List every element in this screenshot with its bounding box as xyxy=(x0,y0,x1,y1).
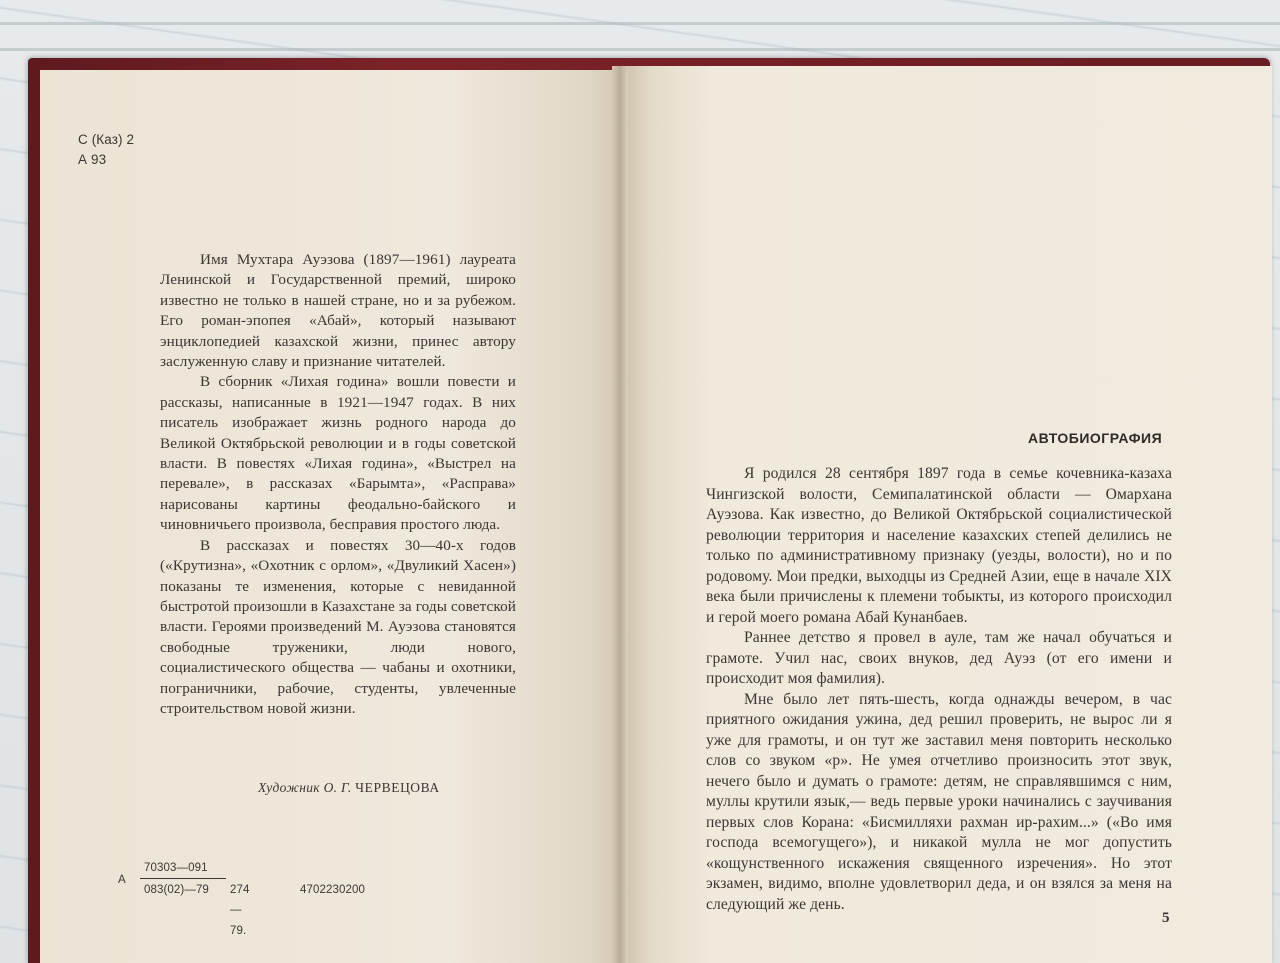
annotation-paragraph: В сборник «Лихая година» вошли повести и рассказы, написанные в 1921—1947 годах. В них писатель изображает жизнь родного народа до Великой Октябрьской революции и в годы советской власти. В повестях «Лихая година», «Выстрел на перевале», в рассказах «Барымта», «Расправа» нарисованы картины феодально-байского и чиновничьего произвола, бесправия простого люда. xyxy=(160,373,516,534)
imprint-fraction xyxy=(140,860,226,898)
imprint-code: 274—79. xyxy=(230,884,250,937)
autobiography-text xyxy=(706,464,1172,915)
artist-name: ЧЕРВЕЦОВА xyxy=(355,780,440,795)
body-paragraph: Раннее детство я провел в ауле, там же начал обучаться и грамоте. Учил нас, своих внуков, дед Ауэз (от его имени и происходит моя фамилия). xyxy=(706,629,1172,687)
table-plank-seam xyxy=(0,22,1280,25)
body-paragraph: Мне было лет пять-шесть, когда однажды вечером, в час приятного ожидания ужина, дед решил проверить, не вырос ли я уже для грамоты, и он тут же заставил меня повторить несколько слов со звуком «р». Не умея отчетливо произносить этот звук, нечего было и думать о грамоте: детям, не справлявшимся с ним, муллы крутили язык,— ведь первые уроки начинались с заучивания первых слов Корана: «Бисмилляхи рахман ир-рахим...» («Во имя господа всемогущего»), и никакой мулла не мог допустить «кощунственного искажения священного изречения». Но этот экзамен, видимо, вполне удовлетворил деда, и он взялся за меня на следующий же день. xyxy=(706,690,1172,913)
table-plank-seam xyxy=(0,48,1280,51)
catalog-code: С (Каз) 2 xyxy=(78,132,135,147)
artist-prefix: Художник О. Г. xyxy=(258,780,352,795)
author-index: А 93 xyxy=(78,152,107,167)
annotation-paragraph: Имя Мухтара Ауэзова (1897—1961) лауреата Ленинской и Государственной премий, широко известно не только в нашей стране, но и за рубежом. Его роман-эпопея «Абай», который называют энциклопедией казахской жизни, принес автору заслуженную славу и признание читателей. xyxy=(160,251,516,371)
chapter-heading: АВТОБИОГРАФИЯ xyxy=(1028,430,1163,446)
artist-credit xyxy=(258,778,440,798)
book-gutter xyxy=(612,66,628,963)
imprint-denominator: 083(02)—79 xyxy=(144,884,209,896)
annotation-paragraph: В рассказах и повестях 30—40-х годов («Крутизна», «Охотник с орлом», «Двуликий Хасен») показаны те изменения, которые с невиданной быстротой произошли в Казахстане за годы советской власти. Героями произведений М. Ауэзова становятся свободные труженики, люди нового, социалистического общества — чабаны и охотники, пограничники, рабочие, студенты, увлеченные строительством новой жизни. xyxy=(160,536,516,717)
body-paragraph: Я родился 28 сентября 1897 года в семье кочевника-казаха Чингизской волости, Семипалатинской области — Омархана Ауэзова. Как известно, до Великой Октябрьской социалистической революции территория и население казахских степей делились не только по административному признаку (уезды, волости), но и по родовому. Мои предки, выходцы из Средней Азии, еще в начале XIX века были причислены к племени тобыкты, из которого происходил и герой моего романа Абай Кунанбаев. xyxy=(706,465,1172,626)
page-number: 5 xyxy=(1162,910,1170,926)
fraction-bar xyxy=(140,878,226,879)
imprint-numerator: 70303—091 xyxy=(144,862,208,874)
annotation xyxy=(160,250,516,719)
imprint-isbn: 4702230200 xyxy=(300,884,365,896)
catalog-codes xyxy=(78,130,134,170)
imprint-letter: А xyxy=(118,874,126,886)
